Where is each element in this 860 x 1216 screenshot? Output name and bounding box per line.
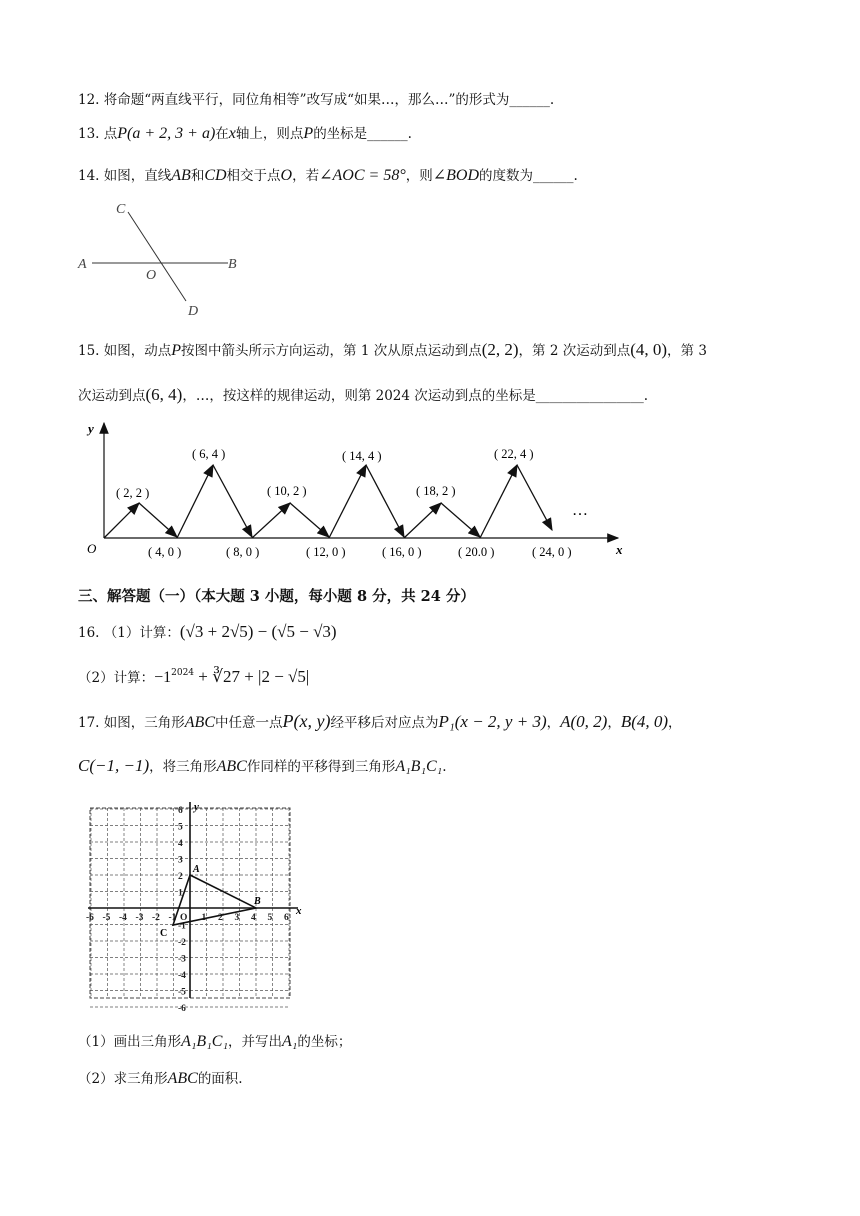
svg-text:5: 5: [178, 822, 183, 833]
svg-text:-1: -1: [168, 913, 177, 923]
q14-text: 14. 如图，直线AB和CD相交于点O，若∠AOC = 58°，则∠BOD的度数为______.: [78, 167, 578, 184]
svg-text:5: 5: [267, 913, 273, 923]
label-b: B: [228, 257, 237, 272]
svg-text:-1: -1: [178, 921, 186, 932]
q16-part2: （2）计算：$-1^{2024}$ + ∛27 + |2 − √5|: [78, 667, 310, 686]
axis-x-label: x: [616, 542, 623, 557]
top-label: ( 10, 2 ): [267, 484, 307, 498]
axis-y-label: y: [88, 421, 94, 436]
svg-text:-6: -6: [86, 913, 94, 923]
label-d: D: [188, 304, 199, 319]
bottom-label: ( 12, 0 ): [306, 545, 346, 559]
svg-text:-4: -4: [119, 913, 127, 923]
q17-line1: 17. 如图，三角形ABC中任意一点P(x, y)经平移后对应点为P₁(x − 2, y + 3)，A(0, 2)，B(4, 0)，: [78, 711, 682, 731]
svg-text:3: 3: [234, 913, 240, 923]
svg-text:2: 2: [218, 913, 223, 923]
svg-text:-5: -5: [178, 987, 186, 998]
top-labels: [116, 447, 534, 500]
coordinate-grid-figure: [84, 798, 310, 1014]
svg-text:-3: -3: [135, 913, 144, 923]
grid-y-label: y: [194, 801, 199, 813]
bottom-label: ( 16, 0 ): [382, 545, 422, 559]
bottom-label: ( 20.0 ): [458, 545, 495, 559]
top-label: ( 14, 4 ): [342, 449, 382, 463]
bottom-labels: [148, 545, 572, 559]
q17-sub1: （1）画出三角形A₁B₁C₁，并写出A₁的坐标；: [78, 1033, 352, 1050]
svg-text:O: O: [180, 913, 188, 923]
q13-text: 13. 点P(a + 2, 3 + a)在x轴上，则点P的坐标是______.: [78, 125, 412, 142]
svg-text:-5: -5: [102, 913, 111, 923]
svg-text:-6: -6: [178, 1004, 186, 1014]
top-label: ( 6, 4 ): [192, 447, 226, 461]
q17-sub2: （2）求三角形ABC的面积.: [78, 1070, 243, 1087]
vertex-c: C: [160, 928, 168, 939]
svg-text:1: 1: [201, 913, 207, 923]
svg-text:6: 6: [178, 806, 183, 816]
svg-text:1: 1: [178, 888, 183, 899]
label-c: C: [116, 202, 126, 217]
dots: …: [572, 502, 588, 519]
zigzag-path-figure: [78, 415, 638, 570]
q17-line2: C(−1, −1)，将三角形ABC作同样的平移得到三角形A₁B₁C₁.: [78, 756, 447, 775]
svg-text:-4: -4: [178, 971, 186, 981]
svg-text:6: 6: [284, 913, 289, 923]
zigzag-path: [104, 465, 552, 538]
vertex-a: A: [193, 864, 200, 875]
intersecting-lines-figure: [70, 195, 250, 325]
svg-text:4: 4: [178, 839, 183, 849]
vertex-b: B: [254, 896, 261, 907]
bottom-label: ( 8, 0 ): [226, 545, 260, 559]
bottom-label: ( 24, 0 ): [532, 545, 572, 559]
label-o: O: [146, 268, 157, 283]
q15-line1: 15. 如图，动点P按图中箭头所示方向运动，第 1 次从原点运动到点(2, 2)，第 2 次运动到点(4, 0)，第 3: [78, 340, 707, 359]
grid-x-label: x: [296, 905, 302, 917]
label-a: A: [78, 257, 87, 272]
svg-text:2: 2: [178, 872, 183, 882]
bottom-label: ( 4, 0 ): [148, 545, 182, 559]
svg-text:3: 3: [178, 855, 183, 866]
origin-label: O: [87, 541, 97, 556]
q16-part1: 16. （1）计算：(√3 + 2√5) − (√5 − √3): [78, 622, 337, 641]
svg-text:-3: -3: [178, 954, 186, 965]
top-label: ( 2, 2 ): [116, 486, 150, 500]
q12-text: 12. 将命题“两直线平行，同位角相等”改写成“如果…，那么…”的形式为______.: [78, 92, 555, 108]
q15-line2: 次运动到点(6, 4)，…，按这样的规律运动，则第 2024 次运动到点的坐标是________________.: [78, 385, 649, 404]
svg-text:4: 4: [251, 913, 256, 923]
top-label: ( 22, 4 ): [494, 447, 534, 461]
top-label: ( 18, 2 ): [416, 484, 456, 498]
section-title: 三、解答题（一）（本大题 3 小题，每小题 8 分，共 24 分）: [78, 588, 475, 605]
svg-text:-2: -2: [152, 913, 160, 923]
svg-text:-2: -2: [178, 938, 186, 948]
